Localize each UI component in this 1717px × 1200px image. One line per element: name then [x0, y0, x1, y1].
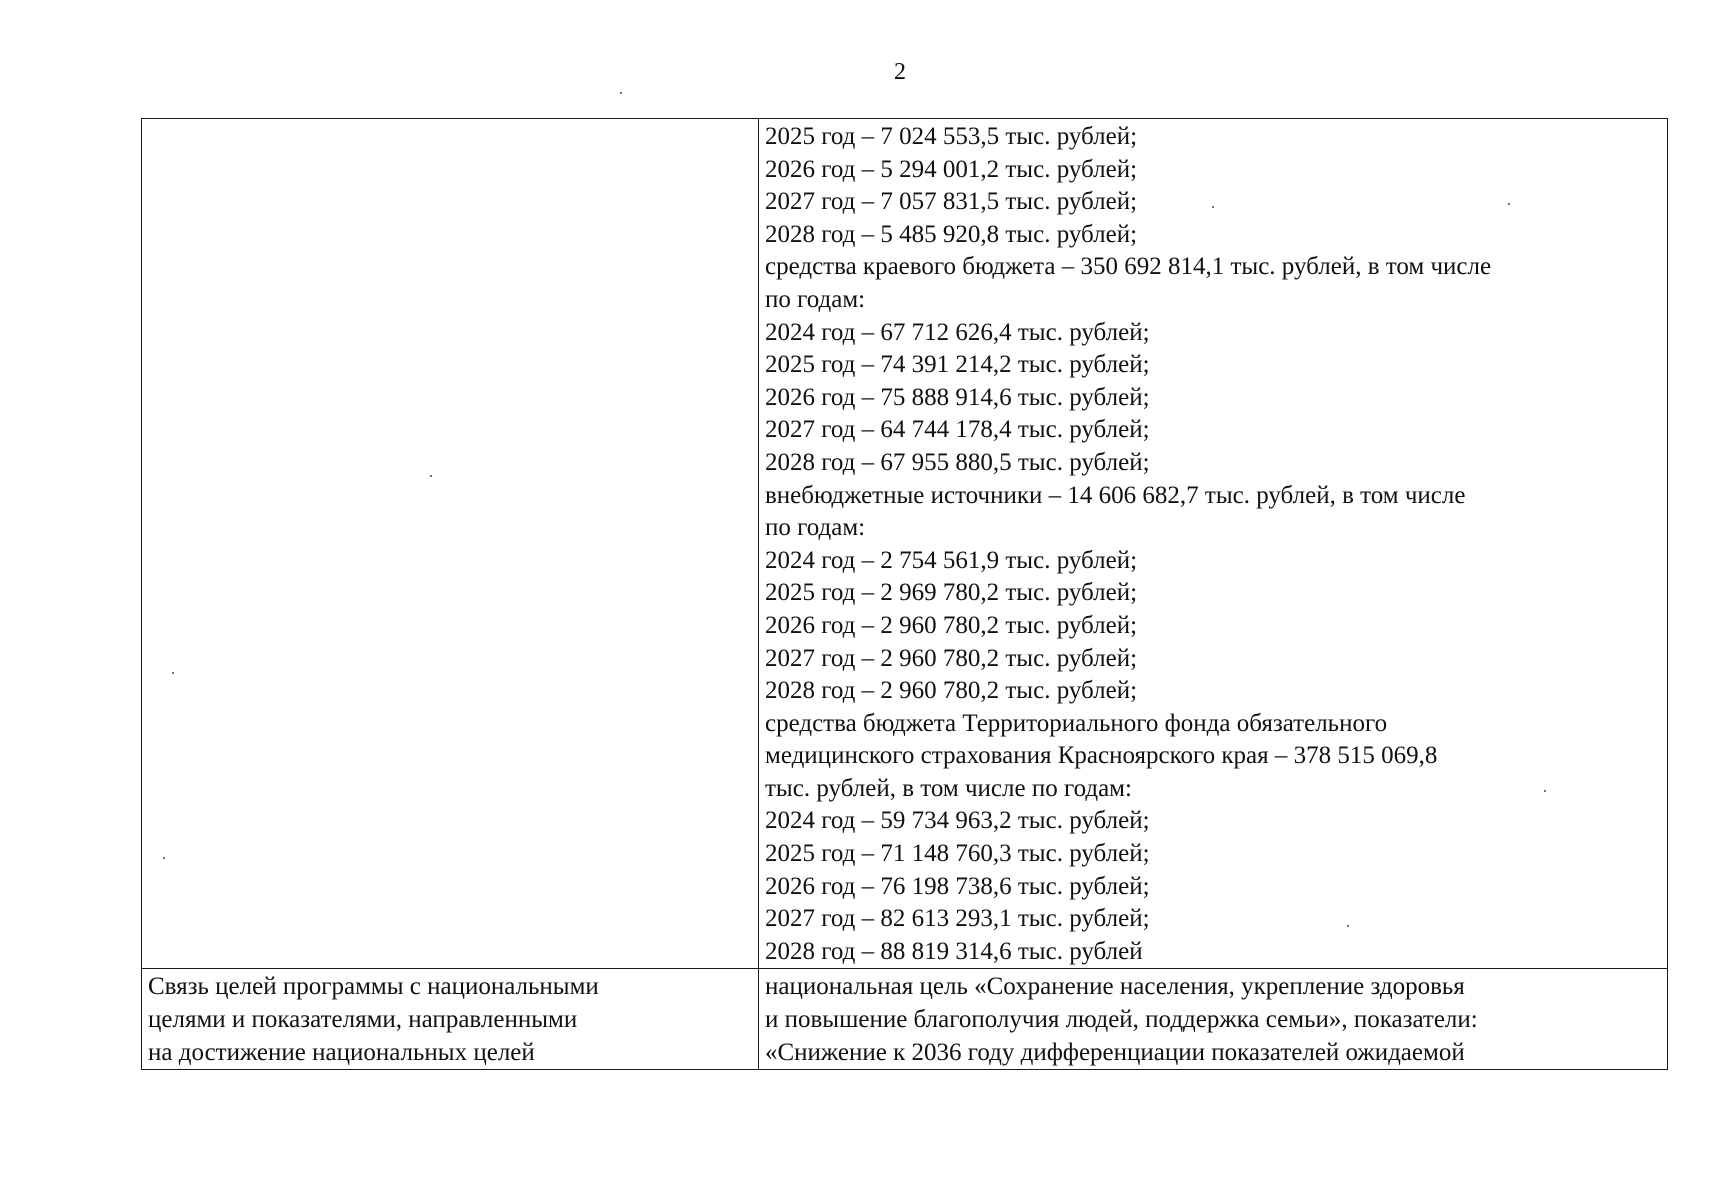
text-line: 2024 год – 59 734 963,2 тыс. рублей;	[765, 807, 1150, 835]
text-line: «Снижение к 2036 году дифференциации показателей ожидаемой	[765, 1038, 1465, 1066]
scan-speck	[1508, 203, 1510, 205]
row-value-cell	[759, 969, 1668, 1070]
row-label-cell	[142, 969, 759, 1070]
text-line: средства бюджета Территориального фонда обязательного	[765, 709, 1388, 737]
scan-speck	[620, 92, 622, 94]
table-row	[142, 969, 1668, 1070]
table-body	[142, 119, 1668, 1070]
text-line: тыс. рублей, в том числе по годам:	[765, 774, 1132, 802]
scan-speck	[1544, 790, 1546, 792]
text-line: 2024 год – 2 754 561,9 тыс. рублей;	[765, 546, 1138, 574]
text-line: 2026 год – 2 960 780,2 тыс. рублей;	[765, 611, 1138, 639]
text-line: внебюджетные источники – 14 606 682,7 тыс. рублей, в том числе	[765, 481, 1466, 509]
text-line: на достижение национальных целей	[148, 1038, 535, 1066]
text-line: 2028 год – 88 819 314,6 тыс. рублей	[765, 937, 1143, 965]
text-line: 2028 год – 5 485 920,8 тыс. рублей;	[765, 220, 1138, 248]
scan-speck	[1212, 206, 1214, 208]
text-line: 2025 год – 2 969 780,2 тыс. рублей;	[765, 579, 1138, 607]
text-line: средства краевого бюджета – 350 692 814,1 тыс. рублей, в том числе	[765, 253, 1492, 281]
page-number: 2	[894, 59, 906, 85]
text-line: по годам:	[765, 514, 866, 542]
text-line: 2028 год – 67 955 880,5 тыс. рублей;	[765, 448, 1150, 476]
scan-speck	[172, 672, 174, 674]
scan-speck	[430, 475, 432, 477]
text-line: 2026 год – 76 198 738,6 тыс. рублей;	[765, 872, 1150, 900]
text-line: 2026 год – 5 294 001,2 тыс. рублей;	[765, 155, 1138, 183]
text-line: 2025 год – 7 024 553,5 тыс. рублей;	[765, 123, 1138, 150]
row-value-cell	[759, 119, 1668, 969]
program-passport-table	[141, 118, 1668, 1070]
text-line: по годам:	[765, 285, 866, 313]
text-line: и повышение благополучия людей, поддержка семьи», показатели:	[765, 1006, 1478, 1034]
text-line: 2028 год – 2 960 780,2 тыс. рублей;	[765, 677, 1138, 705]
text-line: Связь целей программы с национальными	[148, 973, 599, 1001]
text-line: 2026 год – 75 888 914,6 тыс. рублей;	[765, 383, 1150, 411]
text-line: 2025 год – 71 148 760,3 тыс. рублей;	[765, 840, 1150, 868]
text-line: 2024 год – 67 712 626,4 тыс. рублей;	[765, 318, 1150, 346]
table-row	[142, 119, 1668, 969]
row-label-cell	[142, 119, 759, 969]
text-line: 2027 год – 64 744 178,4 тыс. рублей;	[765, 416, 1150, 444]
text-line: медицинского страхования Красноярского края – 378 515 069,8	[765, 742, 1438, 770]
text-line: целями и показателями, направленными	[148, 1006, 578, 1034]
scan-speck	[163, 857, 165, 859]
text-line: 2027 год – 7 057 831,5 тыс. рублей;	[765, 188, 1138, 216]
text-line: 2025 год – 74 391 214,2 тыс. рублей;	[765, 351, 1150, 379]
text-line: 2027 год – 2 960 780,2 тыс. рублей;	[765, 644, 1138, 672]
text-line: 2027 год – 82 613 293,1 тыс. рублей;	[765, 905, 1150, 933]
text-line: национальная цель «Сохранение населения, укрепление здоровья	[765, 973, 1465, 1001]
scan-speck	[1347, 925, 1349, 927]
